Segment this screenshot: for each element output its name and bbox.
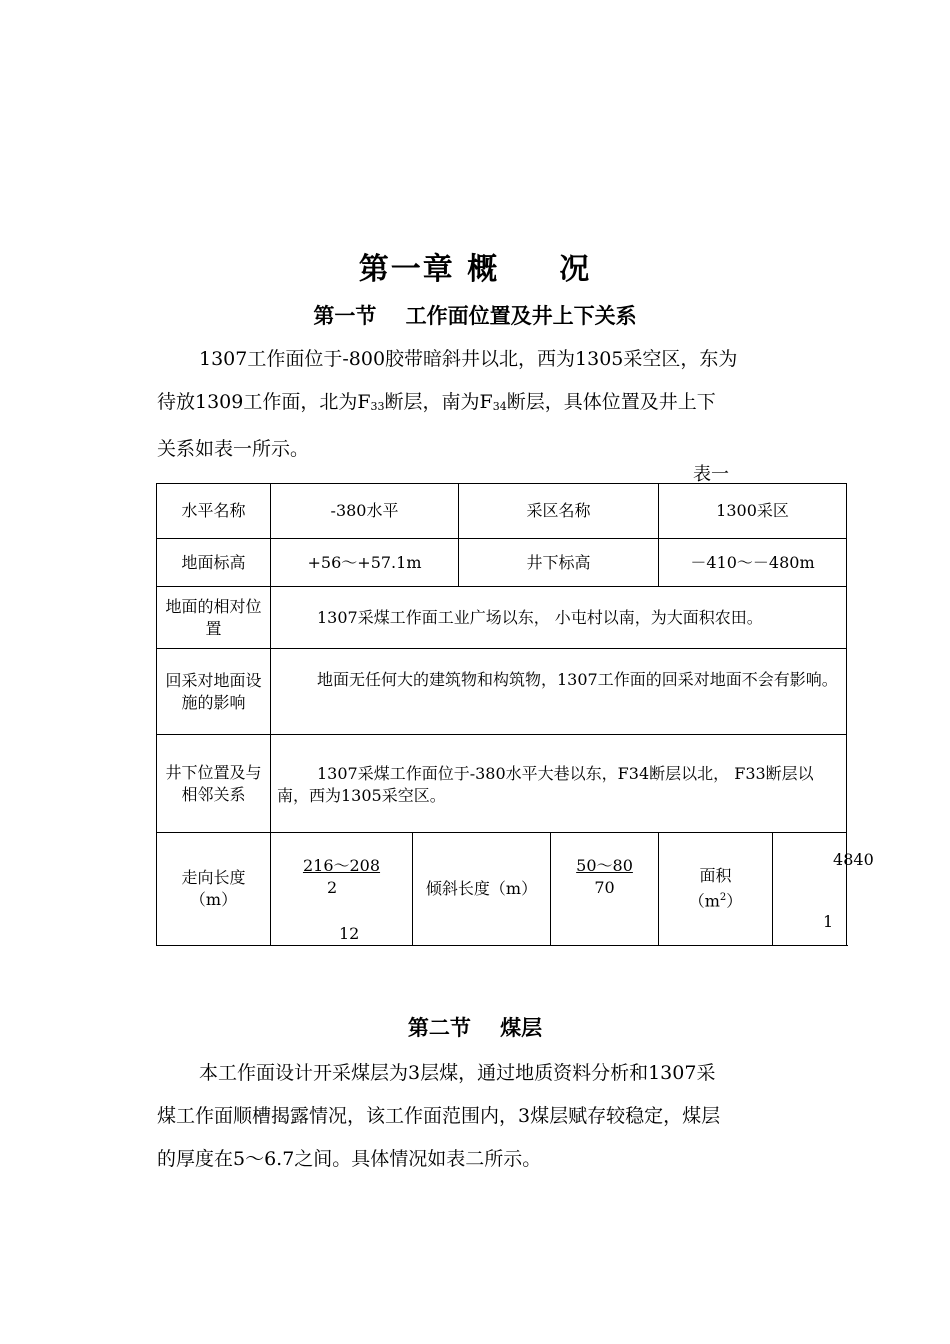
table-row: [157, 649, 847, 735]
strike-length-top: 216～208: [302, 856, 381, 875]
table-cell-label: 井下位置及与相邻关系: [157, 735, 271, 833]
area-label: 面积: [699, 866, 732, 886]
dip-length-top: 50～80: [576, 856, 633, 875]
chapter-title: [0, 244, 950, 288]
section1-title: 第一节 工作面位置及井上下关系: [313, 304, 637, 328]
paragraph-1-line2: 待放1309工作面，北为F33断层，南为F34断层，具体位置及井上下: [157, 391, 716, 413]
table-cell-label: 回采对地面设施的影响: [157, 649, 271, 735]
table-cell-text: 1307采煤工作面位于-380水平大巷以东，F34断层以北， F33断层以南，西为1305采空区。: [271, 735, 847, 833]
table-cell-text: 1307采煤工作面工业广场以东， 小屯村以南，为大面积农田。: [271, 587, 847, 649]
table-row: [157, 587, 847, 649]
paragraph-2-line2: 煤工作面顺槽揭露情况，该工作面范围内，3煤层赋存较稳定，煤层: [157, 1105, 721, 1127]
table-row: [157, 735, 847, 833]
table-cell-label: 地面标高: [157, 539, 271, 587]
table-cell-value: 1300采区: [659, 484, 847, 539]
paragraph-2-line1: 本工作面设计开采煤层为3层煤，通过地质资料分析和1307采: [199, 1062, 716, 1084]
paragraph-1-line1: 1307工作面位于-800胶带暗斜井以北，西为1305采空区，东为: [199, 348, 738, 370]
strike-length-mid: 2: [327, 878, 338, 897]
table-cell-label: 采区名称: [459, 484, 659, 539]
info-table: [156, 483, 874, 946]
strike-length-bottom: 12: [339, 924, 360, 943]
table-cell-label: 水平名称: [157, 484, 271, 539]
dip-length-cell: [551, 833, 659, 946]
chapter-title-part1: 第一章 概: [358, 252, 500, 287]
table-cell-label: 地面的相对位置: [157, 587, 271, 649]
chapter-title-part2: 况: [559, 252, 592, 287]
table-cell-value: -380水平: [271, 484, 459, 539]
table-cell-value: +56～+57.1m: [271, 539, 459, 587]
dip-length-bottom: 70: [594, 878, 615, 897]
table-cell-label: 倾斜长度（m）: [413, 833, 551, 946]
table-cell-label: 井下标高: [459, 539, 659, 587]
area-unit: $(m^2)$: [688, 891, 743, 911]
area-value-bottom: 1: [823, 912, 834, 931]
paragraph-2-line3: 的厚度在5～6.7之间。具体情况如表二所示。: [157, 1148, 542, 1170]
area-label-cell: [659, 833, 773, 946]
table-cell-text: 地面无任何大的建筑物和构筑物，1307工作面的回采对地面不会有影响。: [271, 649, 847, 735]
area-value-top: 4840: [833, 850, 874, 869]
paragraph-2: [157, 1052, 847, 1181]
paragraph-1: [157, 338, 847, 471]
table-row: [157, 833, 847, 946]
table-row: [157, 539, 847, 587]
table-cell-label: 走向长度（m）: [157, 833, 271, 946]
area-value-cell: [773, 833, 874, 946]
paragraph-1-line3: 关系如表一所示。: [157, 438, 310, 460]
strike-length-cell: [271, 833, 413, 946]
section2-title: 第二节 煤层: [407, 1016, 543, 1040]
table-row: [157, 484, 847, 539]
table-cell-value: －410～－480m: [659, 539, 847, 587]
table-caption: 表一: [693, 464, 729, 485]
